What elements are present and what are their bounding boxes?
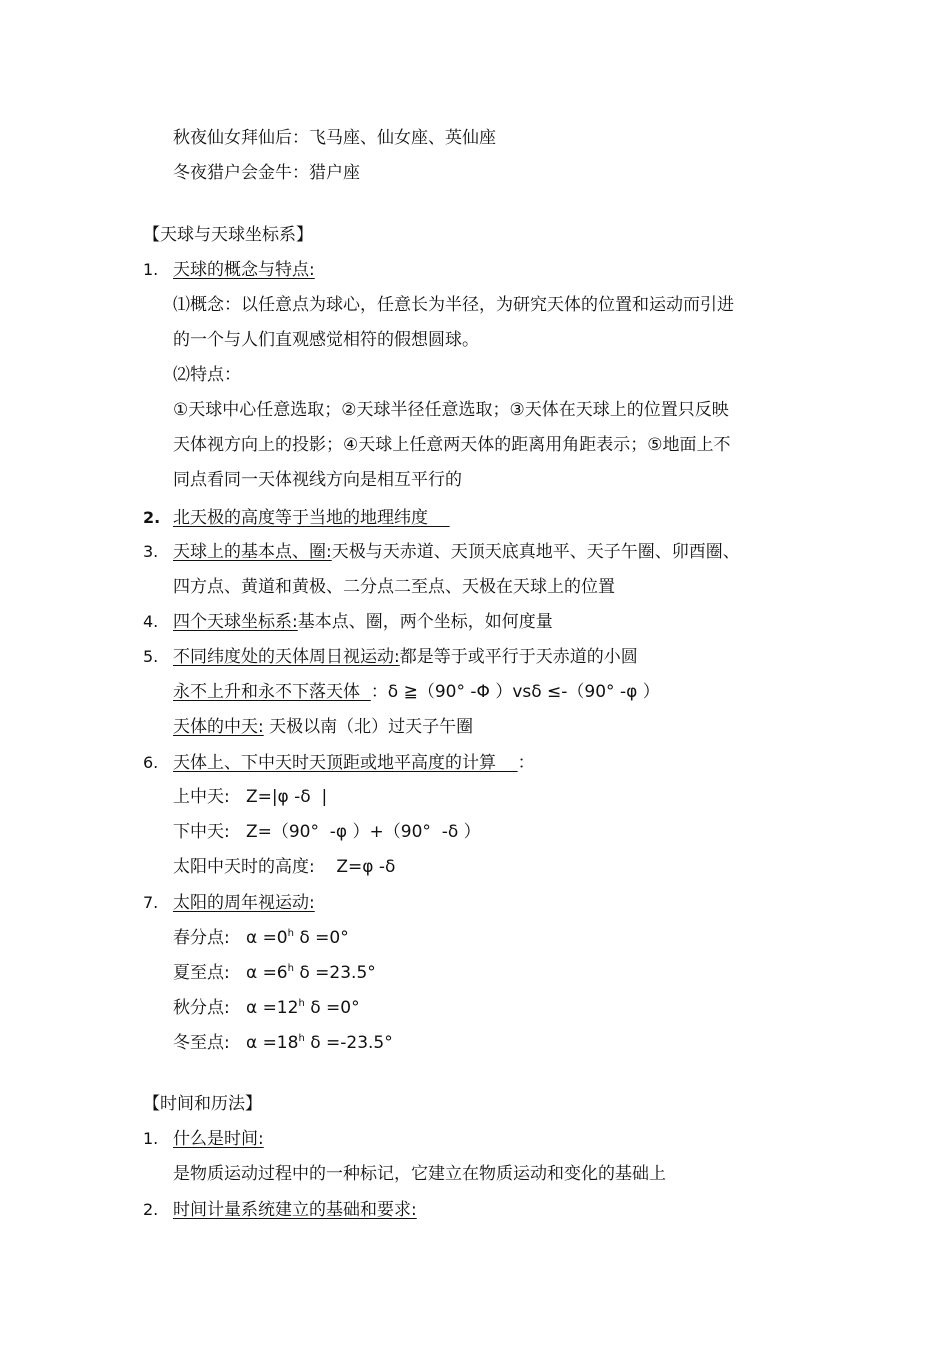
item1-line: ①天球中心任意选取；②天球半径任意选取；③天体在天球上的位置只反映 [173,400,729,420]
item-heading-7 [173,892,315,914]
item5-sub-line [173,716,473,738]
heading-rest: 都是等于或平行于天赤道的小圆 [399,647,638,667]
hour-sup: h [287,928,294,939]
item-number: 4. [143,612,159,631]
heading-text: 不同纬度处的天体周日视运动: [173,647,400,667]
item1-line: ⑴概念：以任意点为球心，任意长为半径，为研究天体的位置和运动而引进 [173,295,734,315]
alpha-value: α =0 [245,928,288,948]
time-item-heading-2 [173,1199,417,1221]
time-item-heading-1 [173,1128,264,1150]
solar-point-line [173,927,349,949]
item1-line: 天体视方向上的投影；④天球上任意两天体的距离用角距表示；⑤地面上不 [173,435,731,455]
sub-heading: 永不上升和永不下落天体 [173,682,360,702]
mnemonic-autumn: 秋夜仙女拜仙后：飞马座、仙女座、英仙座 [173,128,496,148]
item-heading-3 [173,541,740,563]
item-number: 1. [143,260,159,279]
delta-value: δ =0° [310,998,360,1018]
item-number: 7. [143,893,159,912]
heading-rest: 天极与天赤道、天顶天底真地平、天子午圈、卯酉圈、 [331,542,740,562]
heading-text: 什么是时间: [173,1129,264,1149]
delta-value: δ =23.5° [299,963,376,983]
alpha-value: α =6 [245,963,288,983]
item1-line: 的一个与人们直观感觉相符的假想圆球。 [173,330,479,350]
item6-line: 下中天: Z=（90° -φ ）+（90° -δ ） [173,822,481,842]
heading-text: 时间计量系统建立的基础和要求: [173,1200,417,1220]
solar-point-line [173,997,360,1019]
hour-sup: h [298,998,305,1009]
heading-rest: 基本点、圈，两个坐标，如何度量 [297,612,553,632]
hour-sup: h [298,1033,305,1044]
item-number: 6. [143,753,159,772]
heading-text: 太阳的周年视运动: [173,893,315,913]
item1-line: ⑵特点： [173,365,241,385]
item-heading-4 [173,611,553,633]
item-number: 2. [143,508,161,527]
heading-text: 北天极的高度等于当地的地理纬度 [173,508,428,528]
heading-text: 四个天球坐标系: [173,612,298,632]
item5-sub-line [173,681,660,703]
mnemonic-winter: 冬夜猎户会金牛：猎户座 [173,163,360,183]
item-number: 1. [143,1129,159,1148]
point-label: 冬至点: [173,1033,230,1053]
item-heading-2 [173,507,450,529]
heading-text: 天体上、下中天时天顶距或地平高度的计算 [173,753,496,773]
item-number: 3. [143,542,159,561]
alpha-value: α =18 [245,1033,299,1053]
item6-line: 太阳中天时的高度: Z=φ -δ [173,857,396,877]
item-number: 2. [143,1200,159,1219]
heading-rest: ： [517,753,535,773]
sub-rest: ：δ ≧（90° -Φ ）vsδ ≤-（90° -φ ） [370,682,660,702]
item3-continuation: 四方点、黄道和黄极、二分点二至点、天极在天球上的位置 [173,577,615,597]
delta-value: δ =-23.5° [310,1033,393,1053]
sub-rest: 天极以南（北）过天子午圈 [269,717,474,737]
item-number: 5. [143,647,159,666]
solar-point-line [173,962,376,984]
item1-line: 同点看同一天体视线方向是相互平行的 [173,470,462,490]
hour-sup: h [287,963,294,974]
section-title-celestial-sphere: 【天球与天球坐标系】 [143,225,313,245]
sub-heading: 天体的中天: [173,717,264,737]
heading-text: 天球上的基本点、圈: [173,542,332,562]
item-heading-1 [173,259,315,281]
solar-point-line [173,1032,393,1054]
time-item1-text: 是物质运动过程中的一种标记，它建立在物质运动和变化的基础上 [173,1164,666,1184]
alpha-value: α =12 [245,998,299,1018]
point-label: 春分点: [173,928,230,948]
item6-line: 上中天: Z=|φ -δ | [173,787,328,807]
item-heading-6 [173,752,535,774]
point-label: 夏至点: [173,963,230,983]
delta-value: δ =0° [299,928,349,948]
point-label: 秋分点: [173,998,230,1018]
section-title-time-calendar: 【时间和历法】 [143,1094,262,1114]
item-heading-5 [173,646,638,668]
heading-text: 天球的概念与特点: [173,260,315,280]
